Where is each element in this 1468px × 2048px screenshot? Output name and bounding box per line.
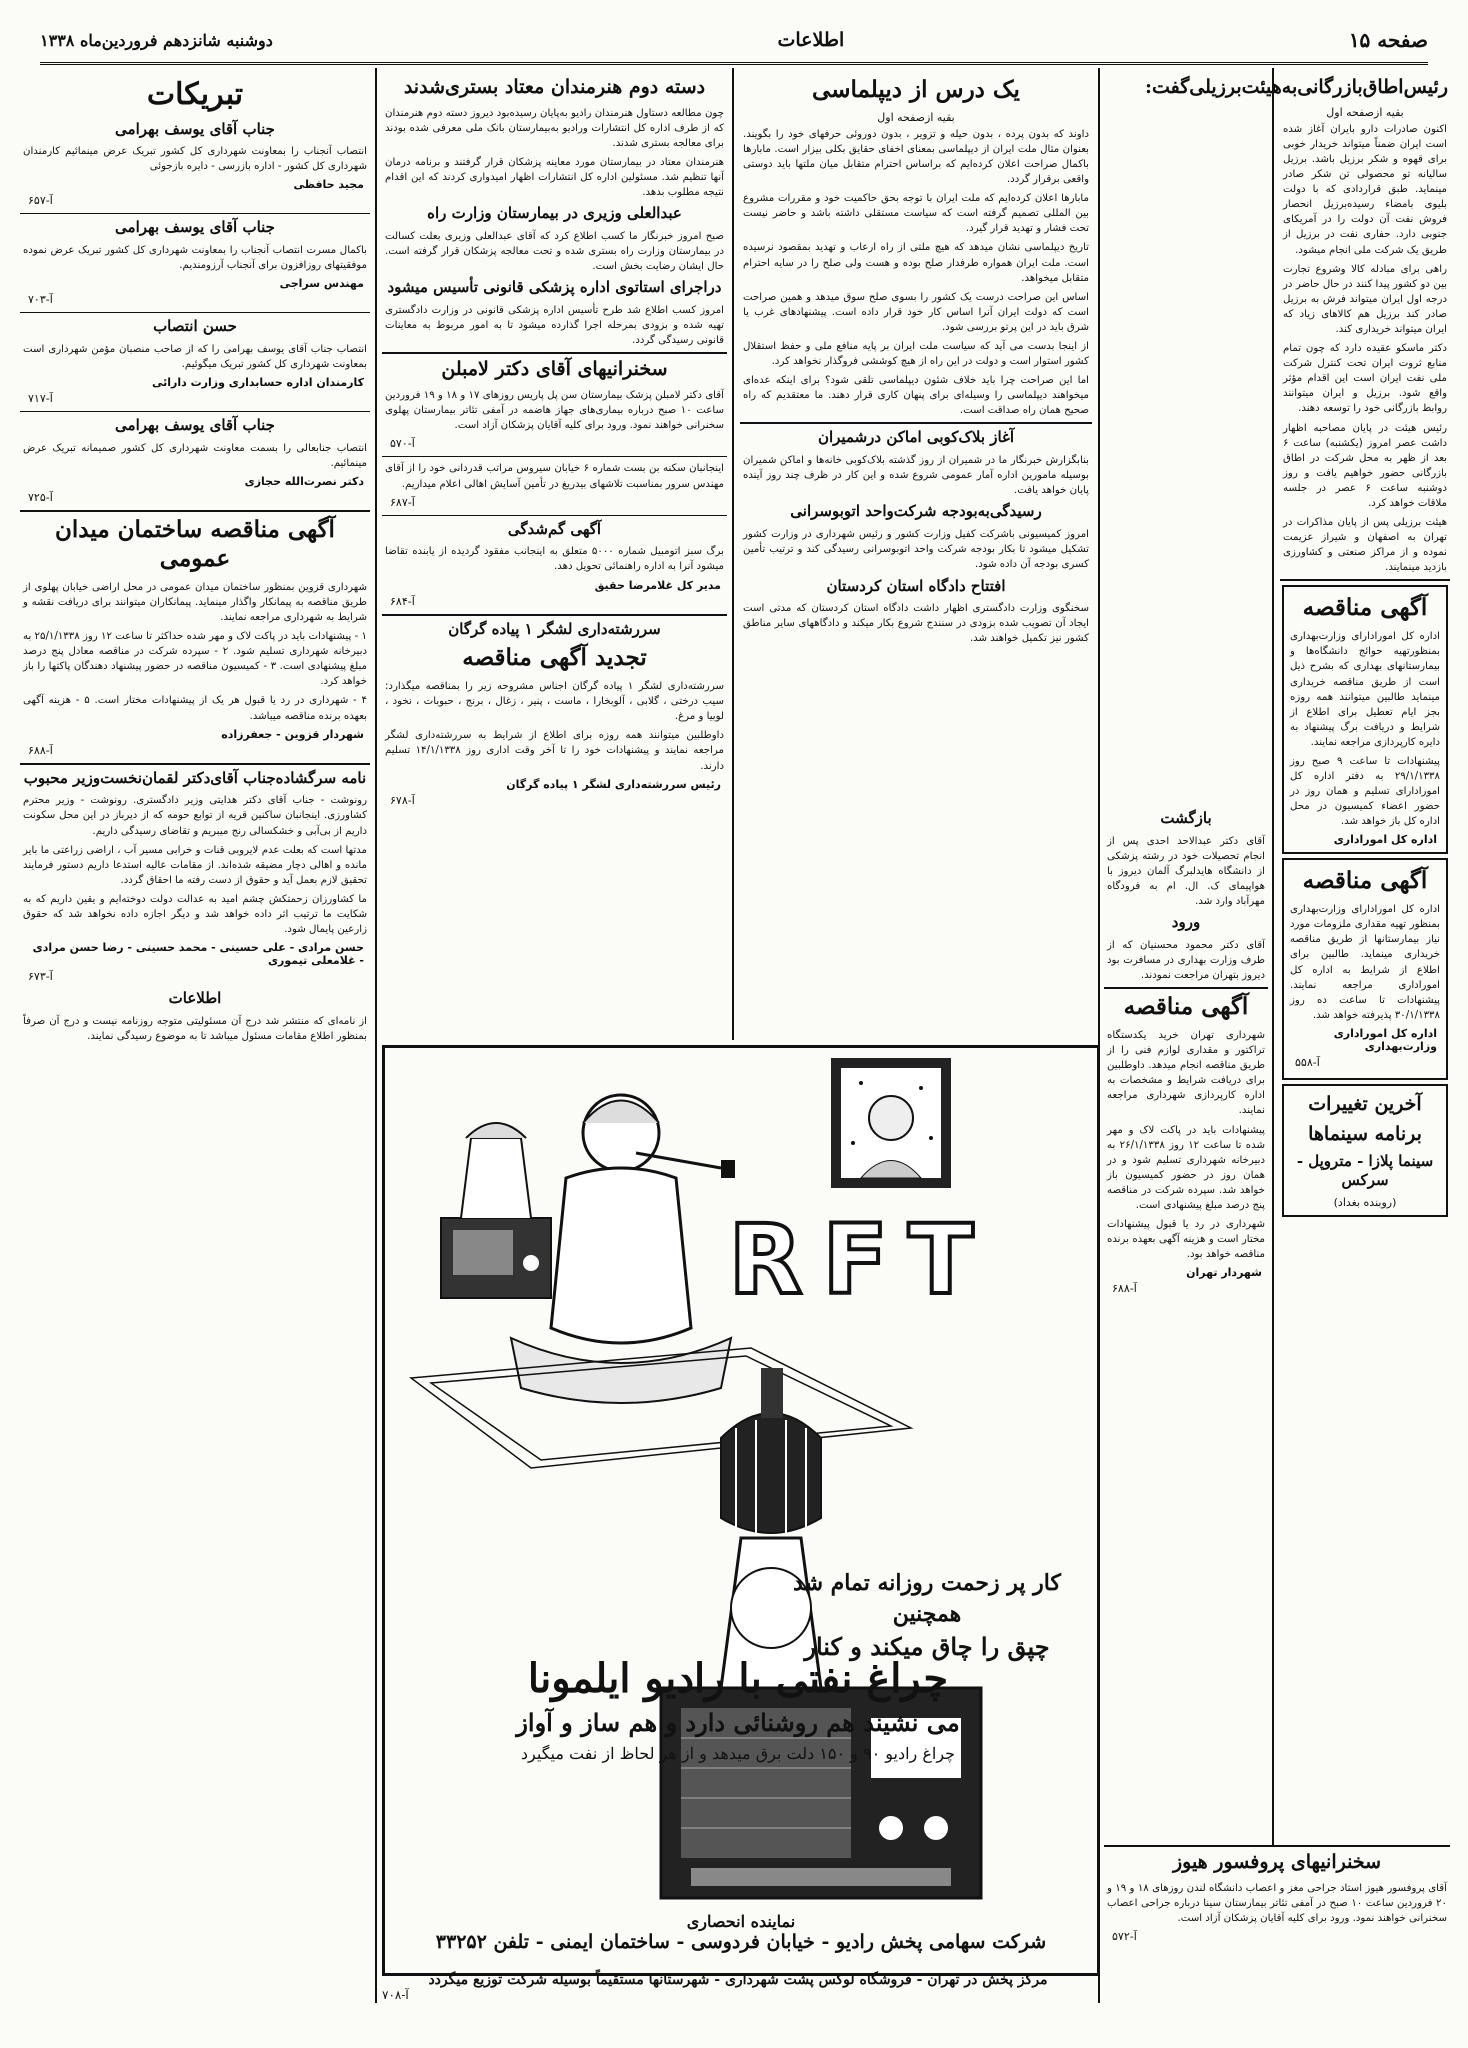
continued-note: بقیه ازصفحه اول xyxy=(1326,105,1404,119)
column-rule xyxy=(732,68,734,1040)
tender-paragraph: شهرداری تهران خرید یکدستگاه تراکتور و مقداری لوازم فنی را از طریق مناقصه انجام میدهد. داوطلبین برای دریافت شرایط و مشخصات به اداره کارپردازی شهرداری مراجعه نمایند. xyxy=(1107,1030,1265,1117)
lecture-paragraph: آقای پروفسور هیوز استاد جراحی مغز و اعصاب دانشگاه لندن روزهای ۱۸ و ۱۹ و ۲۰ فروردین ساعت ۱۰ صبح در آمفی تئاتر بیمارستان سینا درباره جراحی اعصاب سخنرانی خواهند نمود. ورود برای کلیه آقایان پزشکان آزاد است. xyxy=(1107,1882,1447,1924)
column-rule xyxy=(1272,68,1274,2003)
news-headline: آغاز بلاک‌کوبی اماکن درشمیران xyxy=(817,428,1015,447)
ad-code: آ-۶۸۸ xyxy=(28,743,53,757)
congrats-paragraph: انتصاب جنابعالی را بسمت معاونت شهرداری کل کشور صمیمانه تبریک عرض مینمائیم. xyxy=(23,443,367,470)
article-paragraph: اساس این صراحت درست یک کشور را بسوی صلح سوق میدهد و همین صراحت است که دولت ایران آنرا اساس کار خود قرار داده است. پیشنهادهای غرب یا شرق باید در این پرتو بررسی شود. xyxy=(743,291,1089,333)
article-paragraph: داوند که بدون پرده ، بدون حیله و تزویر ، بدون دوروئی حرفهای خود را بگویند. بعنوان مثال ملت ایران از دیپلماسی بمعنای اخفای حقایق بکلی بیزار است. مابارها باکمال صراحت اعلان کرده‌ایم که براساس احترام متقابل میان ملتها باید دوستی واقعی برقرار گردد. xyxy=(743,128,1089,186)
tender-title: آگهی مناقصه xyxy=(1302,594,1428,622)
article-paragraph: اکنون صادرات دارو بایران آغاز شده است ایران ضمناً میتواند خریدار خوبی برای قهوه و شکر برزیل باشد. برزیل سالیانه تو محصولی تن شکر صادر مینماید. طبق قراردادی که با دولت بلیوی بامضاء رسیده‌برزیل انحصار فروش نفت آن دولت را در آمریکای جنوبی دارد. حفاری نفت در برزیل از طریق یک شرکت ملی انجام میشود. xyxy=(1283,123,1447,256)
congrats-name: جناب آقای یوسف بهرامی xyxy=(115,218,275,237)
cinema-box xyxy=(1282,1084,1448,1217)
tender-paragraph: سررشته‌داری لشگر ۱ پیاده گرگان اجناس مشروحه زیر را بمناقصه میگذارد: سیب درختی ، گلابی ، آلوبخارا ، ماست ، پنیر ، زغال ، برنج ، حبوبات ، نخود ، لوبیا و مرغ. xyxy=(385,681,724,723)
divider xyxy=(740,422,1092,424)
letter-paragraph: رونوشت - جناب آقای دکتر هدایتی وزیر دادگستری. رونوشت - وزیر محترم کشاورزی. اینجانبان ساکنین قریه از توابع حومه که از دیرباز در این محل سکونت داریم از بی‌آبی و خشکسالی رنج میبریم و تقاضای رسیدگی داریم. xyxy=(23,795,367,837)
tender-paragraph: شهرداری در رد یا قبول پیشنهادات مختار است و هزینه آگهی بعهده برنده مناقصه خواهد بود. xyxy=(1107,1219,1265,1261)
ad-code: آ-۷۰۸ xyxy=(382,1988,409,2002)
ad-footer xyxy=(382,1972,1094,2020)
notice-paragraph: اینجانبان سکنه بن بست شماره ۶ خیابان سیروس مراتب قدردانی خود را از آقای مهندس سرور بمناسبت تلاشهای بیدریغ در تأمین آسایش اهالی اعلام میداریم. xyxy=(385,463,725,490)
ad-code: آ-۵۷۰ xyxy=(390,437,415,451)
ad-tagline: کار پر زحمت روزانه تمام شد همچنین xyxy=(793,1570,1061,1627)
ad-code: آ-۶۸۷ xyxy=(390,495,415,509)
divider xyxy=(382,515,727,516)
ad-code: آ-۶۸۴ xyxy=(390,594,415,608)
editor-note-title: اطلاعات xyxy=(168,989,222,1008)
headline-congratulations: تبریکات xyxy=(146,77,244,112)
article-paragraph: صبح امروز خبرنگار ما کسب اطلاع کرد که آقای عبدالعلی وزیری بعلت کسالت در بیمارستان وزارت راه بستری شده و تحت معالجه پزشکان قرار گرفته است. حال ایشان رضایت بخش است. xyxy=(385,231,724,273)
tender-signature: رئیس سررشته‌داری لشگر ۱ پیاده گرگان xyxy=(506,777,721,791)
column-rule xyxy=(375,68,377,2003)
news-paragraph: بنابگزارش خبرنگار ما در شمیران از روز گذشته بلاک‌کوبی خانه‌ها و اماکن شمیران بوسیله مامورین اداره آمار عمومی شروع شده و این کار در ظرف چند روز آینده پایان خواهد یافت. xyxy=(743,455,1089,497)
divider xyxy=(20,411,370,412)
article-paragraph: اما این صراحت چرا باید خلاف شئون دیپلماسی تلقی شود؟ برای اینکه عده‌ای میخواهند دیپلماسی را وسیله‌ای برای پنهان کاری قرار دهند. ما معتقدیم که راه صحیح همان راه صداقت است. xyxy=(743,375,1089,417)
divider xyxy=(1280,579,1450,581)
lecture-box xyxy=(1104,1845,1450,2007)
tender-paragraph: ۱ - پیشنهادات باید در پاکت لاک و مهر شده حداکثر تا ساعت ۱۲ روز ۲۵/۱/۱۳۳۸ به دبیرخانه شهرداری تسلیم شود. ۲ - سپرده شرکت در مناقصه معادل پنج درصد مبلغ پیشنهادی است. ۳ - کمیسیون مناقصه در حضور پیشنهاد دهندگان پاکتها را باز خواهد کرد. xyxy=(23,631,368,688)
tender-paragraph: ۴ - شهرداری در رد یا قبول هر یک از پیشنهادات مختار است. ۵ - هزینه آگهی بعهده برنده مناقصه میباشد. xyxy=(23,695,367,722)
column-diplomacy xyxy=(740,72,1092,1037)
article-paragraph: راهی برای مبادله کالا وشروع تجارت بین دو کشور پیدا کنند در حال حاضر در درجه اول ایران میتواند فرش به برزیل صادر کند برزیل هم کالاهای زیاد که ایران میتواند خریداری کند. xyxy=(1283,263,1447,335)
ad-code: آ-۵۵۸ xyxy=(1295,1055,1320,1069)
article-paragraph: هنرمندان معتاد در بیمارستان مورد معاینه پزشکان قرار گرفتند و برنامه درمان آنها تنظیم شد. مسئولین اداره کل انتشارات اظهار امیدواری کردند که این اقدام نتیجه مطلوب بدهد. xyxy=(385,157,724,199)
tender-paragraph: داوطلبین میتوانند همه روزه برای اطلاع از شرایط به سررشته‌داری لشگر مراجعه نمایند و پیشنهادات خود را تا آخر وقت اداری روز ۱۴/۱/۱۳۳۸ تسلیم دارند. xyxy=(385,730,725,772)
ad-tagline: چپق را چاق میکند و کنار xyxy=(804,1631,1050,1661)
congrats-name: حسن انتصاب xyxy=(153,317,237,336)
column-congratulations xyxy=(20,72,370,2012)
congrats-name: جناب آقای یوسف بهرامی xyxy=(115,416,275,435)
ad-slogan-block xyxy=(777,1568,1077,1663)
continued-note: بقیه ازصفحه اول xyxy=(877,110,955,124)
tender-head: سررشته‌داری لشگر ۱ پیاده گرگان xyxy=(448,619,661,638)
lecture-headline: سخنرانیهای آقای دکتر لامبلن xyxy=(441,358,668,381)
lecture-headline: سخنرانیهای پروفسور هیوز xyxy=(1172,1851,1382,1873)
article-paragraph: رئیس هیئت در پایان مصاحبه اظهار داشت عصر امروز (یکشنبه) ساعت ۶ بعد از ظهر به محل شرکت در اطاق بازرگانی حضور خواهیم یافت و روز دوشنبه ساعت ۶ عصر در جلسه ملاقات خواهد کرد. xyxy=(1283,422,1447,509)
ad-code: آ-۶۸۸ xyxy=(1112,1282,1137,1296)
ad-spec: چراغ رادیو ۹۰ و ۱۵۰ دلت برق میدهد و از هر لحاظ از نفت میگیرد xyxy=(520,1744,956,1763)
tender-title: آگهی مناقصه ساختمان میدان عمومی xyxy=(55,516,335,572)
headline-diplomacy: یک درس از دیپلماسی xyxy=(812,76,1020,103)
ad-code: آ-۶۵۷ xyxy=(28,194,53,208)
news-headline: ورود xyxy=(1171,913,1201,932)
article-paragraph: امروز کسب اطلاع شد طرح تأسیس اداره پزشکی قانونی در وزارت دادگستری تهیه شده و بزودی بمرحله اجرا گذارده میشود تا به امور مربوط به معاینات قانونی رسیدگی گردد. xyxy=(385,305,724,347)
radio-advertisement xyxy=(382,1045,1100,1976)
congrats-paragraph: باکمال مسرت انتصاب آنجناب را بمعاونت شهرداری کل کشور تبریک عرض نموده موفقیتهای روزافزون برای آنجناب آرزومندیم. xyxy=(23,245,367,272)
page-number: صفحه ۱۵ xyxy=(1348,28,1428,52)
tender-notice-box xyxy=(1282,585,1448,854)
tender-paragraph: پیشنهادات تا ساعت ۹ صبح روز ۲۹/۱/۱۳۳۸ به دفتر اداره کل امورادارای تسلیم و همان روز در حضور اعضاء کمیسیون در محل اداره کل باز خواهد شد. xyxy=(1290,755,1440,828)
tender-paragraph: شهرداری قزوین بمنظور ساختمان میدان عمومی در محل اراضی خیابان پهلوی از طریق مناقصه به پیمانکار واگذار مینماید. پیمانکاران میتوانند برای دریافت نقشه و شرایط به شهرداری مراجعه نمایند. xyxy=(23,581,367,623)
lost-paragraph: برگ سبز اتومبیل شماره ۵۰۰۰ متعلق به اینجانب مفقود گردیده از یابنده تقاضا میشود آنرا به اداره راهنمائی تحویل دهد. xyxy=(385,546,724,573)
tender-title: آگهی مناقصه xyxy=(1302,867,1428,895)
article-paragraph: دکتر ماسکو عقیده دارد که چون تمام منابع ثروت ایران تحت کنترل شرکت ملی نفت ایران است این اقدام مؤثر واقع شود. برزیل و ایران میتوانند روابط بازرگانی خود را توسعه دهند. xyxy=(1283,343,1447,415)
article-paragraph: هیئت برزیلی پس از پایان مذاکرات در تهران به اصفهان و شیراز عزیمت نموده و از مراکز صنعتی و کشاورزی بازدید مینمایند. xyxy=(1283,517,1447,574)
editor-note: از نامه‌ای که منتشر شد درج آن مسئولیتی متوجه روزنامه نیست و درج آن صرفاً بمنظور اطلاع مقامات مسئول میباشد تا به موضوع رسیدگی نمایند. xyxy=(23,1015,367,1043)
article-paragraph: چون مطالعه دستاول هنرمندان رادیو به‌پایان رسیده‌بود دیروز دسته دوم هنرمندان که از طرف اداره کل انتشارات ورادیو به‌بیمارستان بانک ملی معرفی شده بودند برای معالجه بستری شدند. xyxy=(385,107,724,149)
masthead xyxy=(40,18,1428,65)
tender-notice-box xyxy=(1282,858,1448,1080)
ad-product-name: چراغ نفتی با رادیو ایلمونا xyxy=(527,1655,949,1702)
sub-headline: دراجرای استاتوی اداره پزشکی قانونی تأسیس میشود xyxy=(387,278,722,297)
column-artists xyxy=(382,72,727,1037)
tender-title: تجدید آگهی مناقصه xyxy=(462,644,647,672)
congrats-name: جناب آقای یوسف بهرامی xyxy=(115,119,275,138)
cinema-title: آخرین تغییرات xyxy=(1308,1092,1422,1115)
cinema-note: (روبنده بغداد) xyxy=(1333,1195,1397,1209)
newspaper-name: اطلاعات xyxy=(777,29,845,51)
rft-logo: RFT xyxy=(728,1204,994,1316)
ad-product-block xyxy=(393,1653,1083,1767)
article-paragraph: از اینجا بدست می آید که سیاست ملت ایران بر پایه منافع ملی و حفظ استقلال کشور استوار است و دولت در این راه از هیچ کوششی فروگذار نخواهد کرد. xyxy=(743,340,1089,368)
divider xyxy=(20,312,370,313)
ad-code: آ-۷۱۷ xyxy=(28,392,53,406)
news-headline: بازگشت xyxy=(1160,809,1212,827)
congrats-signature: دکتر نصرت‌الله حجازی xyxy=(244,475,364,489)
congrats-paragraph: انتصاب آنجناب را بمعاونت شهرداری کل کشور تبریک عرض مینمائیم کارمندان شهرداری کل کشور - اداره بازرسی - دایره بازجوئی xyxy=(23,146,367,173)
news-headline: رسیدگی‌به‌بودجه شرکت‌واحد اتوبوسرانی xyxy=(790,502,1042,521)
divider xyxy=(382,456,727,457)
letter-signature: حسن مرادی - علی حسینی - محمد حسینی - رضا حسن مرادی - غلامعلی تیموری xyxy=(32,941,364,968)
ad-code: آ-۶۷۸ xyxy=(390,793,415,807)
tender-paragraph: اداره کل امورادارای وزارت‌بهداری بمنظورتهیه حوائج دانشگاه‌ها و بیمارستانهای بهداری که بشرح ذیل است از طریق مناقصه خریداری مینماید طالبین میتوانند همه روزه بجز ایام تعطیل برای اطلاع از شرایط و دریافت برگ پیشنهاد به دایره کارپردازی مراجعه نمایند. xyxy=(1290,631,1440,748)
headline-brazil: رئیس‌اطاق‌بازرگانی‌به‌هیئت‌برزیلی‌گفت: xyxy=(1144,76,1448,98)
congrats-signature: مجید حافظی xyxy=(293,178,364,192)
ad-dealer: شرکت سهامی پخش رادیو - خیابان فردوسی - ساختمان ایمنی - تلفن ۳۳۲۵۲ xyxy=(435,1931,1047,1953)
news-paragraph: آقای دکتر عبدالاحد احدی پس از انجام تحصیلات خود در رشته پزشکی از دانشگاه هایدلبرگ آلمان دیروز با هواپیمای ک. ال. ام به فرودگاه مهرآباد وارد شد. xyxy=(1107,835,1265,908)
article-paragraph: مابارها اعلان کرده‌ایم که ملت ایران با توجه بحق حاکمیت خود و مقررات مشروع بین المللی تصمیم گرفته است که سیاست مستقلی داشته باشد و حاضر نیست تحت فشار و تهدید قرار گیرد. xyxy=(743,193,1089,235)
letter-paragraph: ما کشاورزان زحمتکش چشم امید به عدالت دولت دوخته‌ایم و یقین داریم که به شکایت ما ترتیب اثر داده خواهد شد و دیگر اجازه داده نخواهد شد که حقوق زارعین پایمال شود. xyxy=(23,893,367,936)
tender-title: آگهی مناقصه xyxy=(1123,993,1249,1021)
headline-artists: دسته دوم هنرمندان معتاد بستری‌شدند xyxy=(403,76,706,98)
divider xyxy=(1104,987,1268,989)
ad-dealer-label: نماینده انحصاری xyxy=(686,1912,796,1931)
news-paragraph: سخنگوی وزارت دادگستری اظهار داشت دادگاه استان کردستان که مدتی است ایجاد آن تصویب شده بزودی در سنندج شروع بکار میکند و دادگاههای سایر مناطق کشور نیز تکمیل خواهند شد. xyxy=(743,603,1089,645)
sub-headline: عبدالعلی وزیری در بیمارستان وزارت راه xyxy=(427,204,682,223)
tender-signature: شهردار تهران xyxy=(1186,1266,1262,1280)
tender-signature: اداره کل اموراداری xyxy=(1333,833,1437,847)
tender-signature: شهردار قزوین - جعفرزاده xyxy=(221,727,364,741)
ad-tagline: می نشیند هم روشنائی دارد و هم ساز و آواز xyxy=(516,1708,960,1737)
letter-headline: نامه سرگشاده‌جناب آقای‌دکتر لقمان‌نخست‌وزیر محبوب xyxy=(23,768,367,787)
cinema-subtitle: برنامه سینماها xyxy=(1308,1122,1422,1145)
news-paragraph: امروز کمیسیونی باشرکت کفیل وزارت کشور و رئیس شهرداری در وزارت کشور تشکیل میشود تا بکار بودجه شرکت واحد اتوبوسرانی رسیدگی کند و ترتیب تأمین کسری بودجه آن داده شود. xyxy=(743,529,1089,571)
lost-signature: مدیر کل غلامرضا حقیق xyxy=(594,578,721,592)
congrats-paragraph: انتصاب جناب آقای یوسف بهرامی را که از صاحب منصبان مؤمن شهرداری است بمعاونت شهرداری کل کشور تبریک میگوئیم. xyxy=(23,344,367,371)
tender-signature: اداره کل اموراداری وزارت‌بهداری xyxy=(1333,1026,1437,1053)
issue-date: دوشنبه شانزدهم فروردین‌ماه ۱۳۳۸ xyxy=(40,30,273,50)
ad-dealer-block xyxy=(395,1912,1087,1953)
portrait-frame-icon xyxy=(831,1058,951,1188)
cinema-line: سینما پلازا - متروپل - سرکس xyxy=(1296,1152,1434,1190)
divider xyxy=(20,213,370,214)
ad-code: آ-۶۷۳ xyxy=(28,970,53,984)
advertisement-artwork xyxy=(391,1048,1097,1967)
news-headline: افتتاح دادگاه استان کردستان xyxy=(826,576,1006,595)
letter-paragraph: مدتها است که بعلت عدم لایروبی قنات و خرابی مسیر آب ، اراضی زراعتی ما بایر مانده و اهالی دچار مضیقه شده‌اند. از مقامات عالیه استدعا داریم دستور فرمایند تحقیق لازم بعمل آید و حقوق از دست رفته ما احقاق گردد. xyxy=(23,844,367,886)
divider xyxy=(382,614,727,616)
article-paragraph: تاریخ دیپلماسی نشان میدهد که هیچ ملتی از راه ارعاب و تهدید بمقصود نرسیده است. ملت ایران همواره طرفدار صلح بوده و هست ولی صلح را در سایه احترام متقابل میخواهد. xyxy=(743,242,1089,284)
column-lower-notices xyxy=(1104,805,1268,2005)
small-radio-icon xyxy=(441,1123,551,1298)
divider xyxy=(382,352,727,354)
lost-headline: آگهی گم‌شدگی xyxy=(507,519,602,538)
ad-code: آ-۷۲۵ xyxy=(28,491,53,505)
congrats-signature: مهندس سراجی xyxy=(279,277,364,291)
divider xyxy=(20,510,370,512)
divider xyxy=(20,763,370,765)
congrats-signature: کارمندان اداره حسابداری وزارت دارائی xyxy=(151,376,364,390)
ad-code: آ-۷۰۳ xyxy=(28,293,53,307)
ad-code: آ-۵۷۲ xyxy=(1112,1930,1137,1944)
news-paragraph: آقای دکتر محمود محسنیان که از طرف وزارت بهداری در مسافرت بود دیروز بتهران مراجعت نمودند. xyxy=(1107,939,1265,982)
lecture-paragraph: آقای دکتر لامبلن پزشک بیمارستان سن پل پاریس روزهای ۱۷ و ۱۸ و ۱۹ فروردین ساعت ۱۰ صبح درباره بیماری‌های جهاز هاضمه در آمفی تئاتر بیمارستان پهلوی سخنرانی خواهند نمود. ورود برای کلیه آقایان پزشکان آزاد است. xyxy=(385,390,724,432)
ad-footer-text: مرکز پخش در تهران - فروشگاه لوکس پشت شهرداری - شهرستانها مستقیماً بوسیله شرکت توزیع میگردد xyxy=(428,1972,1048,1988)
tender-paragraph: اداره کل امورادارای وزارت‌بهداری بمنظور تهیه مقداری ملزومات مورد نیاز بیمارستانها از طریق مناقصه خریداری مینماید. طالبین برای اطلاع از شرایط به اداره کل اموراداری مراجعه نمایند. پیشنهادات تا ساعت ده روز ۳۰/۱/۱۳۳۸ پذیرفته خواهد شد. xyxy=(1290,904,1440,1021)
tender-paragraph: پیشنهادات باید در پاکت لاک و مهر شده تا ساعت ۱۲ روز ۲۶/۱/۱۳۳۸ به دبیرخانه شهرداری تسلیم شود و در همان روز در حضور کمیسیون باز خواهد شد. سپرده شرکت در مناقصه پنج درصد مبلغ پیشنهادی است. xyxy=(1107,1124,1265,1212)
